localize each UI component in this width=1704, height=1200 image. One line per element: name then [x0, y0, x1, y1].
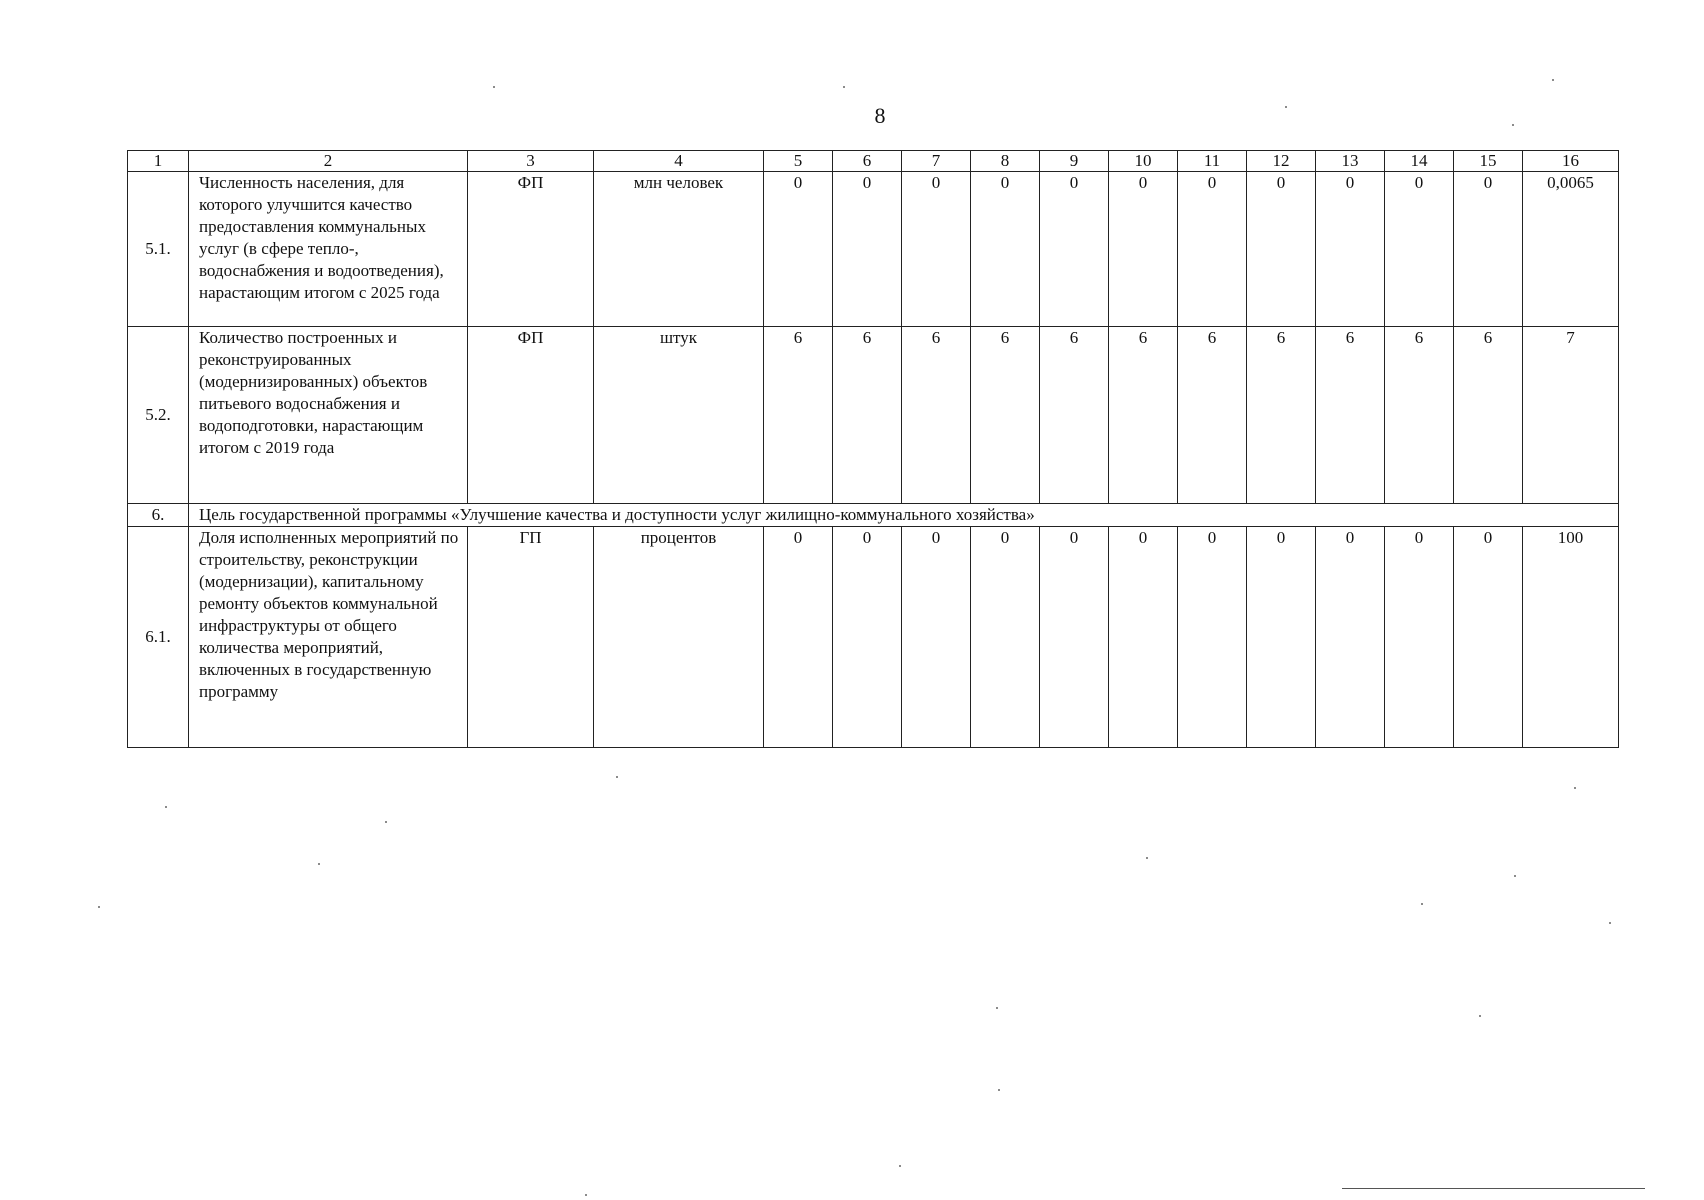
value-cell: 6	[1178, 327, 1247, 504]
value-cell: 0,0065	[1523, 172, 1619, 327]
value-cell: 0	[902, 172, 971, 327]
value-cell: 0	[1454, 527, 1523, 748]
scan-speck	[1514, 875, 1516, 877]
value-cell: 6	[902, 327, 971, 504]
value-cell: 6	[1247, 327, 1316, 504]
scan-speck	[1609, 922, 1611, 924]
scan-speck	[899, 1165, 901, 1167]
value-cell: 0	[1109, 527, 1178, 748]
unit-of-measure: млн человек	[594, 172, 764, 327]
value-cell: 0	[833, 527, 902, 748]
value-cell: 0	[1385, 527, 1454, 748]
value-cell: 6	[833, 327, 902, 504]
goal-row	[128, 504, 1619, 527]
indicator-name: Количество построенных и реконструированных (модернизированных) объектов питьевого водоснабжения и водоподготовки, нарастающим итогом с 2019 года	[189, 327, 468, 504]
indicators-table	[127, 150, 1619, 748]
value-cell: 7	[1523, 327, 1619, 504]
table-row	[128, 527, 1619, 748]
scan-speck	[996, 1007, 998, 1009]
value-cell: 0	[1385, 172, 1454, 327]
value-cell: 0	[764, 527, 833, 748]
value-cell: 100	[1523, 527, 1619, 748]
column-number: 16	[1523, 151, 1619, 172]
column-number-row	[128, 151, 1619, 172]
value-cell: 6	[1385, 327, 1454, 504]
value-cell: 0	[1109, 172, 1178, 327]
row-number: 6.1.	[128, 527, 189, 748]
indicator-level: ФП	[468, 327, 594, 504]
scan-speck	[165, 806, 167, 808]
scan-speck	[1574, 787, 1576, 789]
indicator-name: Доля исполненных мероприятий по строительству, реконструкции (модернизации), капитальному ремонту объектов коммунальной инфраструктуры от общего количества мероприятий, включенных в государственную программу	[189, 527, 468, 748]
value-cell: 6	[1109, 327, 1178, 504]
column-number: 15	[1454, 151, 1523, 172]
column-number: 8	[971, 151, 1040, 172]
column-number: 3	[468, 151, 594, 172]
scan-speck	[385, 821, 387, 823]
scan-speck	[998, 1089, 1000, 1091]
row-number: 6.	[128, 504, 189, 527]
column-number: 2	[189, 151, 468, 172]
value-cell: 0	[1178, 527, 1247, 748]
scan-speck	[1479, 1015, 1481, 1017]
value-cell: 0	[833, 172, 902, 327]
column-number: 9	[1040, 151, 1109, 172]
value-cell: 0	[971, 527, 1040, 748]
value-cell: 0	[1316, 527, 1385, 748]
column-number: 7	[902, 151, 971, 172]
column-number: 13	[1316, 151, 1385, 172]
column-number: 5	[764, 151, 833, 172]
indicator-level: ГП	[468, 527, 594, 748]
value-cell: 0	[1178, 172, 1247, 327]
column-number: 10	[1109, 151, 1178, 172]
unit-of-measure: штук	[594, 327, 764, 504]
value-cell: 0	[1247, 172, 1316, 327]
column-number: 4	[594, 151, 764, 172]
scan-speck	[843, 86, 845, 88]
scan-speck	[493, 86, 495, 88]
scan-speck	[616, 776, 618, 778]
column-number: 6	[833, 151, 902, 172]
value-cell: 0	[1316, 172, 1385, 327]
page-number: 8	[874, 103, 886, 128]
value-cell: 6	[1040, 327, 1109, 504]
scan-speck	[1421, 903, 1423, 905]
value-cell: 0	[1247, 527, 1316, 748]
scan-speck	[585, 1194, 587, 1196]
unit-of-measure: процентов	[594, 527, 764, 748]
column-number: 12	[1247, 151, 1316, 172]
signature-rule	[1342, 1188, 1645, 1189]
value-cell: 0	[902, 527, 971, 748]
row-number: 5.2.	[128, 327, 189, 504]
indicator-name: Численность населения, для которого улучшится качество предоставления коммунальных услуг (в сфере тепло-, водоснабжения и водоотведения), нарастающим итогом с 2025 года	[189, 172, 468, 327]
column-number: 14	[1385, 151, 1454, 172]
column-number: 1	[128, 151, 189, 172]
row-number: 5.1.	[128, 172, 189, 327]
scan-speck	[98, 906, 100, 908]
value-cell: 6	[1454, 327, 1523, 504]
value-cell: 0	[1040, 527, 1109, 748]
table-row	[128, 327, 1619, 504]
value-cell: 6	[764, 327, 833, 504]
program-goal: Цель государственной программы «Улучшение качества и доступности услуг жилищно-коммунального хозяйства»	[189, 504, 1619, 527]
column-number: 11	[1178, 151, 1247, 172]
scan-speck	[1512, 124, 1514, 126]
scan-speck	[1285, 106, 1287, 108]
value-cell: 0	[1454, 172, 1523, 327]
value-cell: 0	[971, 172, 1040, 327]
value-cell: 6	[1316, 327, 1385, 504]
scan-speck	[1552, 79, 1554, 81]
value-cell: 0	[764, 172, 833, 327]
scan-speck	[318, 863, 320, 865]
scan-speck	[1146, 857, 1148, 859]
value-cell: 0	[1040, 172, 1109, 327]
value-cell: 6	[971, 327, 1040, 504]
table-row	[128, 172, 1619, 327]
indicator-level: ФП	[468, 172, 594, 327]
